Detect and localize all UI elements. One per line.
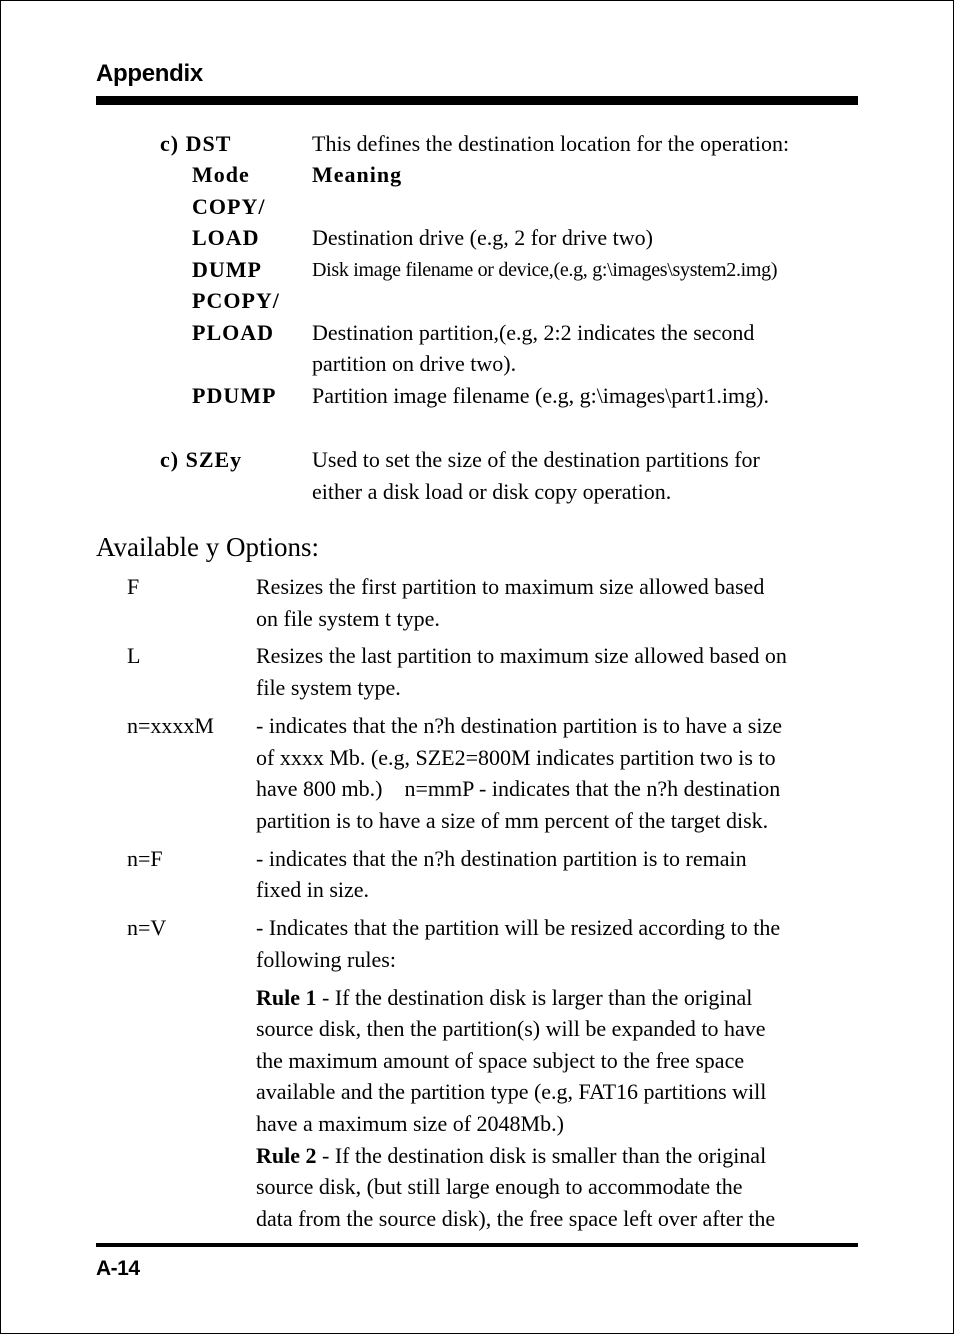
meaning-column-label: Meaning (312, 162, 403, 187)
meaning-dump: Disk image filename or device,(e.g, g:\images\system2.img) (312, 259, 778, 281)
option-n-xxxxm-line-4: partition is to have a size of mm percent of the target disk. (256, 808, 769, 833)
page-number: A-14 (96, 1257, 140, 1280)
rule-1-line-4: available and the partition type (e.g, FAT16 partitions will (256, 1079, 767, 1104)
option-key-n-v: n=V (127, 915, 167, 940)
footer-rule (96, 1243, 858, 1247)
mode-dump: DUMP (192, 257, 262, 282)
option-n-xxxxm-line-3: have 800 mb.) n=mmP - indicates that the n?h destination (256, 776, 781, 801)
rule-2-line-2: source disk, (but still large enough to accommodate the (256, 1174, 743, 1199)
option-key-l: L (127, 643, 141, 668)
mode-load: LOAD (192, 225, 260, 250)
mode-column-label: Mode (192, 162, 250, 187)
rule-2-line-3: data from the source disk), the free space left over after the (256, 1206, 776, 1231)
meaning-load: Destination drive (e.g, 2 for drive two) (312, 225, 653, 250)
option-l-line-2: file system type. (256, 675, 401, 700)
option-n-xxxxm-line-2: of xxxx Mb. (e.g, SZE2=800M indicates partition two is to (256, 745, 776, 770)
dst-term: c) DST (160, 131, 232, 156)
sze-description-line-1: Used to set the size of the destination partitions for (312, 447, 760, 472)
meaning-pload-line-1: Destination partition,(e.g, 2:2 indicates the second (312, 320, 755, 345)
option-n-f-line-1: - indicates that the n?h destination partition is to remain (256, 846, 747, 871)
option-key-f: F (127, 574, 140, 599)
mode-pcopy: PCOPY/ (192, 288, 280, 313)
sze-term: c) SZEy (160, 447, 243, 472)
rule-1-line-2: source disk, then the partition(s) will be expanded to have (256, 1016, 766, 1041)
rule-1-line-5: have a maximum size of 2048Mb.) (256, 1111, 564, 1136)
option-key-n-f: n=F (127, 846, 163, 871)
dst-description: This defines the destination location for the operation: (312, 131, 790, 156)
mode-copy: COPY/ (192, 194, 266, 219)
options-heading: Available y Options: (96, 532, 319, 562)
rule-2-label: Rule 2 (256, 1143, 317, 1168)
option-f-line-1: Resizes the first partition to maximum size allowed based (256, 574, 765, 599)
mode-pdump: PDUMP (192, 383, 277, 408)
meaning-pload-line-2: partition on drive two). (312, 351, 517, 376)
rule-1-label: Rule 1 (256, 985, 317, 1010)
rule-2-line-1 (256, 1142, 766, 1170)
option-l-line-1: Resizes the last partition to maximum size allowed based on (256, 643, 787, 668)
meaning-pdump: Partition image filename (e.g, g:\images\part1.img). (312, 383, 769, 408)
option-f-line-2: on file system t type. (256, 606, 440, 631)
option-n-f-line-2: fixed in size. (256, 877, 370, 902)
option-n-v-line-1: - Indicates that the partition will be resized according to the (256, 915, 781, 940)
header-rule (96, 96, 858, 105)
option-n-v-line-2: following rules: (256, 947, 396, 972)
rule-1-line-1 (256, 984, 752, 1012)
rule-2-first-text: - If the destination disk is smaller than the original (316, 1143, 767, 1168)
rule-1-first-text: - If the destination disk is larger than the original (316, 985, 753, 1010)
mode-pload: PLOAD (192, 320, 274, 345)
rule-1-line-3: the maximum amount of space subject to the free space (256, 1048, 745, 1073)
option-key-n-xxxxm: n=xxxxM (127, 713, 214, 738)
option-n-xxxxm-line-1: - indicates that the n?h destination partition is to have a size (256, 713, 783, 738)
page-header-title: Appendix (96, 60, 203, 87)
sze-description-line-2: either a disk load or disk copy operation. (312, 479, 672, 504)
